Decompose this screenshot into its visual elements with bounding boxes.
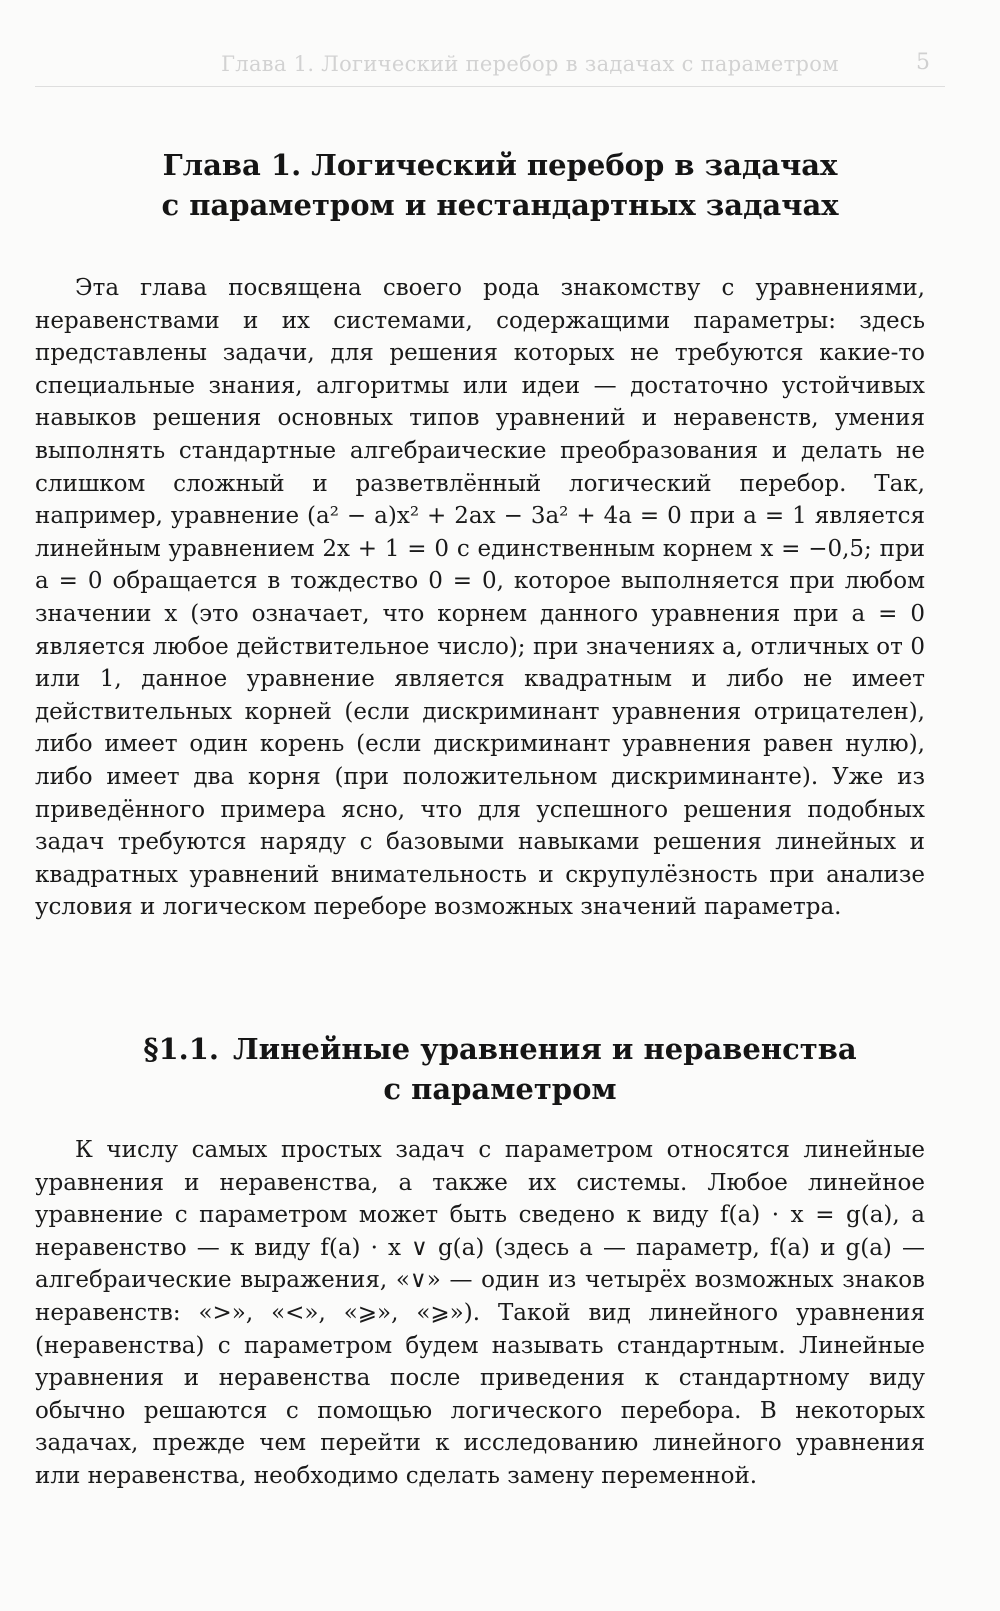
section-title — [60, 1029, 940, 1109]
chapter-title-line-1: Глава 1. Логический перебор в задачах — [162, 148, 838, 182]
section-number: §1.1. — [143, 1032, 220, 1066]
header-rule — [35, 86, 945, 87]
section-paragraph: К числу самых простых задач с параметром относятся линейные уравнения и неравенства, а также их системы. Любое линейное уравнение с параметром может быть сведено к виду f(a) · x = g(a), а неравенство — к виду f(a) · x ∨ g(a) (здесь a — параметр, f(a) и g(a) — алгебраические выражения, «∨» — один из четырёх возможных знаков неравенств: «>», «<», «⩾», «⩾»). Такой вид линейного уравнения (неравенства) с параметром будем называть стандартным. Линейные уравнения и неравенства после приведения к стандартному виду обычно решаются с помощью логического перебора. В некоторых задачах, прежде чем перейти к исследованию линейного уравнения или неравенства, необходимо сделать замену переменной. — [35, 1137, 925, 1489]
running-header: Глава 1. Логический перебор в задачах с параметром — [221, 52, 839, 76]
section-title-line-2: с параметром — [383, 1072, 617, 1106]
page-number: 5 — [916, 50, 930, 75]
section-title-line-1 — [60, 1029, 940, 1069]
intro-paragraph: Эта глава посвящена своего рода знакомству с уравнениями, неравенствами и их системами, содержащими параметры: здесь представлены задачи, для решения которых не требуются какие-то специальные знания, алгоритмы или идеи — достаточно устойчивых навыков решения основных типов уравнений и неравенств, умения выполнять стандартные алгебраические преобразования и делать не слишком сложный и разветвлённый логический перебор. Так, например, уравнение (a² − a)x² + 2ax − 3a² + 4a = 0 при a = 1 является линейным уравнением 2x + 1 = 0 с единственным корнем x = −0,5; при a = 0 обращается в тождество 0 = 0, которое выполняется при любом значении x (это означает, что корнем данного уравнения при a = 0 является любое действительное число); при значениях a, отличных от 0 или 1, данное уравнение является квадратным и либо не имеет действительных корней (если дискриминант уравнения отрицателен), либо имеет один корень (если дискриминант уравнения равен нулю), либо имеет два корня (при положительном дискриминанте). Уже из приведённого примера ясно, что для успешного решения подобных задач требуются наряду с базовыми навыками решения линейных и квадратных уравнений внимательность и скрупулёзность при анализе условия и логическом переборе возможных значений параметра. — [35, 275, 925, 921]
chapter-title — [60, 145, 940, 225]
chapter-title-line-2: с параметром и нестандартных задачах — [161, 188, 839, 222]
section-title-text: Линейные уравнения и неравенства — [233, 1032, 857, 1066]
